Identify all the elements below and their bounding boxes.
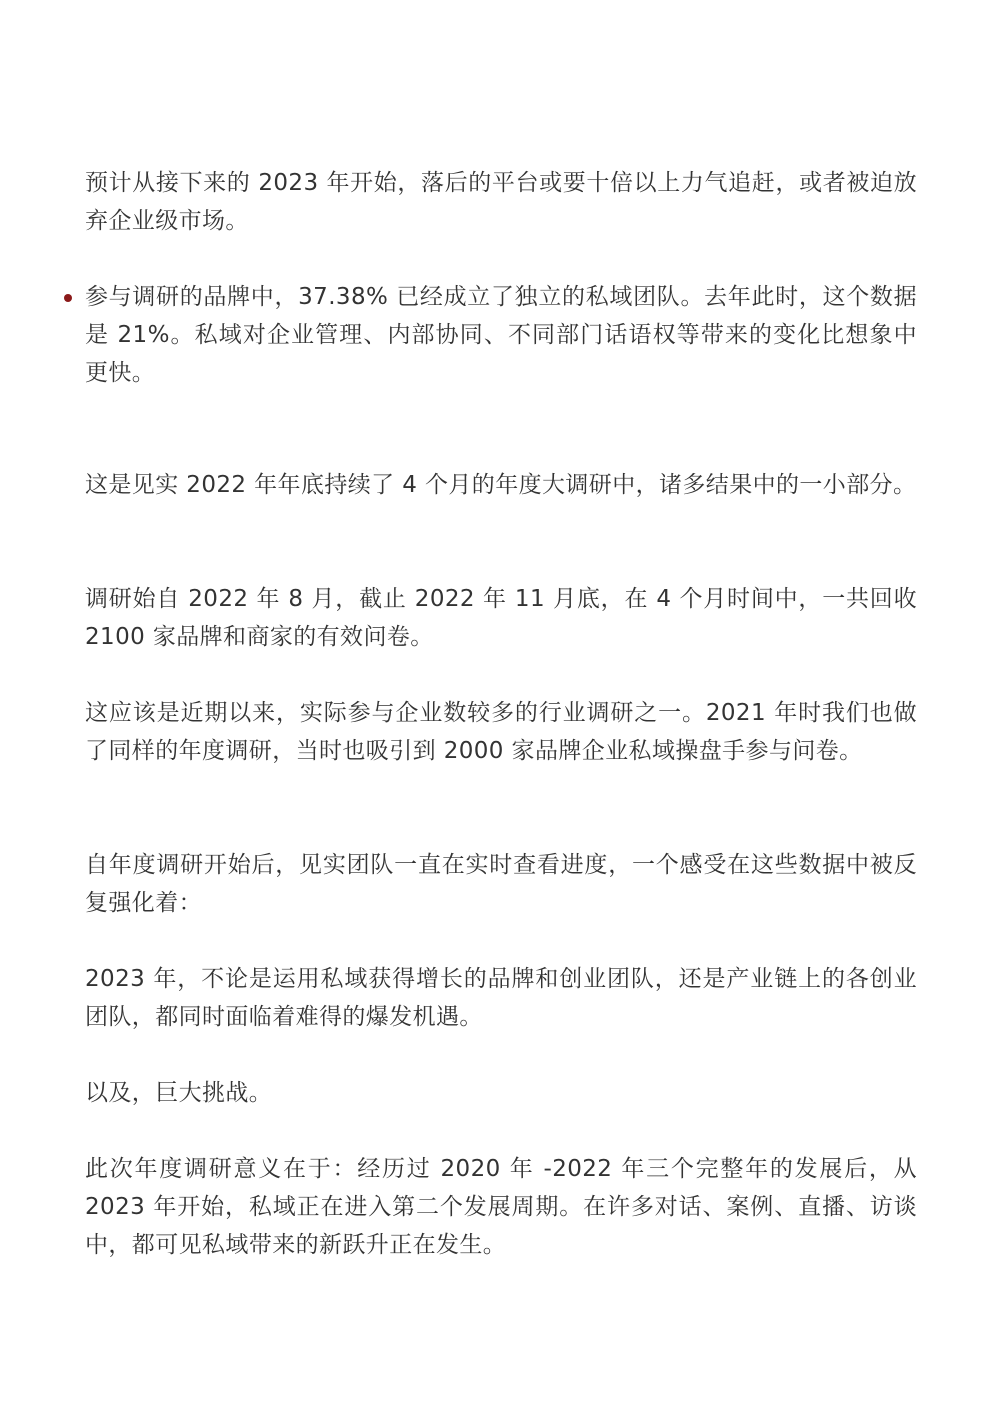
paragraph-significance: 此次年度调研意义在于：经历过 2020 年 -2022 年三个完整年的发展后，从 2023 年开始，私域正在进入第二个发展周期。在许多对话、案例、直播、访谈中，都可见私域带来的新跃升正在发生。 [85,1156,917,1258]
paragraph-opportunity: 2023 年，不论是运用私域获得增长的品牌和创业团队，还是产业链上的各创业团队，都同时面临着难得的爆发机遇。 [85,966,917,1030]
paragraph-challenge: 以及，巨大挑战。 [85,1080,273,1106]
paragraph-survey-scale: 这应该是近期以来，实际参与企业数较多的行业调研之一。2021 年时我们也做了同样的年度调研，当时也吸引到 2000 家品牌企业私域操盘手参与问卷。 [85,700,917,764]
paragraph-survey-summary: 这是见实 2022 年年底持续了 4 个月的年度大调研中，诸多结果中的一小部分。 [85,472,917,498]
paragraph-intro: 预计从接下来的 2023 年开始，落后的平台或要十倍以上力气追赶，或者被迫放弃企业级市场。 [85,170,917,234]
bullet-dot-icon [64,294,72,302]
paragraph-survey-period: 调研始自 2022 年 8 月，截止 2022 年 11 月底，在 4 个月时间中，一共回收 2100 家品牌和商家的有效问卷。 [85,586,917,650]
paragraph-team-feeling: 自年度调研开始后，见实团队一直在实时查看进度，一个感受在这些数据中被反复强化着： [85,852,917,916]
bullet-item-private-domain-team: 参与调研的品牌中，37.38% 已经成立了独立的私域团队。去年此时，这个数据是 21%。私域对企业管理、内部协同、不同部门话语权等带来的变化比想象中更快。 [85,284,917,386]
